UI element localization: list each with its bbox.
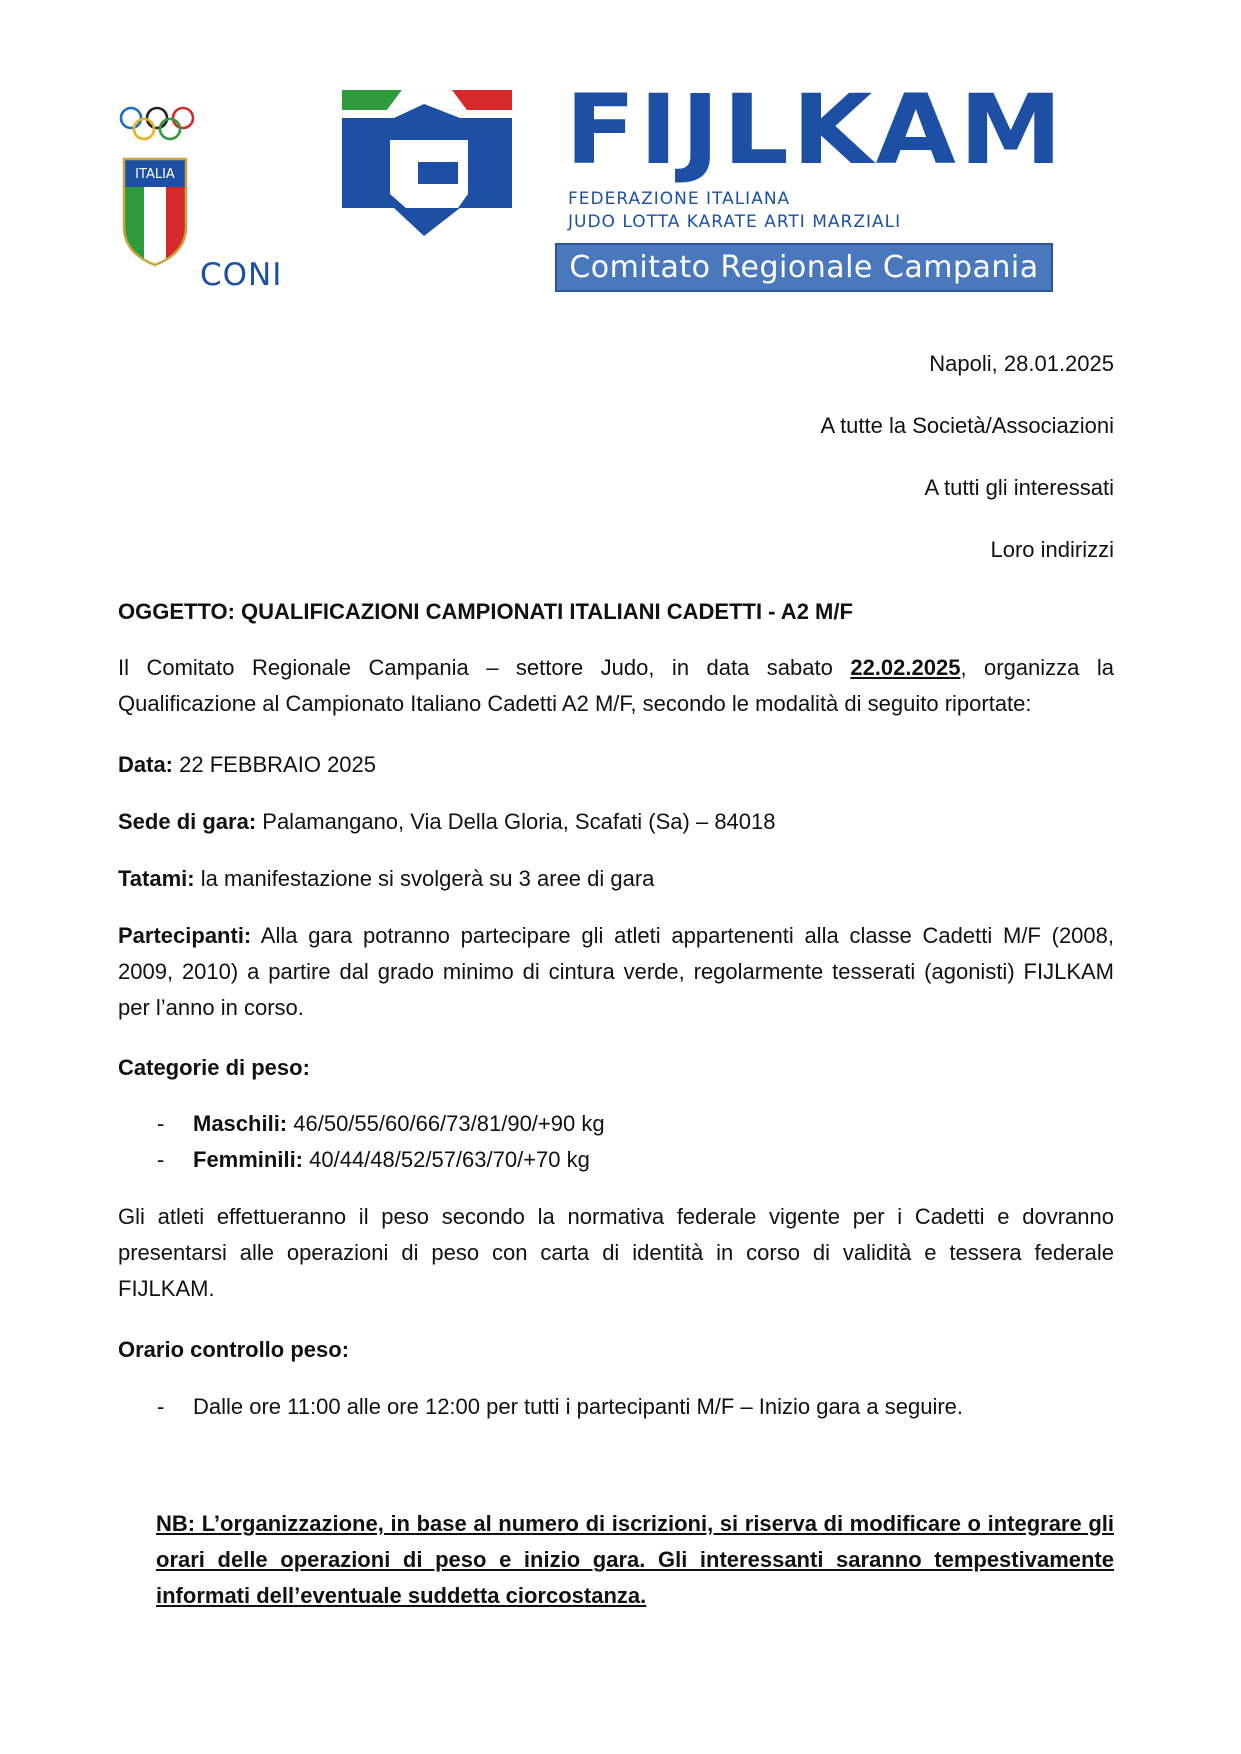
- intro-text: Il Comitato Regionale Campania – settore Judo, in data sabato: [118, 655, 851, 680]
- list-item-orario: [157, 1389, 1107, 1425]
- nb-note: NB: L’organizzazione, in base al numero di iscrizioni, si riserva di modificare o integrare gli orari delle operazioni di peso e inizio gara. Gli interessanti saranno tempestivamente informati dell’eventuale suddetta ciorcostanza.: [156, 1511, 1114, 1608]
- list-item-maschili: [157, 1106, 1107, 1142]
- maschili-value: 46/50/55/60/66/73/81/90/+90 kg: [287, 1111, 605, 1136]
- femminili-value: 40/44/48/52/57/63/70/+70 kg: [303, 1147, 590, 1172]
- sede-line: [118, 804, 1114, 840]
- sede-label: Sede di gara:: [118, 809, 257, 834]
- bullet-dash: -: [157, 1111, 165, 1136]
- femminili-label: Femminili:: [193, 1147, 304, 1172]
- bullet-dash: -: [157, 1147, 165, 1172]
- categorie-heading: Categorie di peso:: [118, 1055, 310, 1080]
- fijlkam-emblem-icon: [342, 90, 512, 248]
- partecipanti-paragraph: [118, 918, 1114, 1026]
- recipient-line-2: A tutti gli interessati: [924, 475, 1114, 500]
- tatami-line: [118, 861, 1114, 897]
- bullet-dash: -: [157, 1394, 165, 1419]
- fijlkam-subtitle-2: JUDO LOTTA KARATE ARTI MARZIALI: [568, 212, 902, 232]
- tatami-label: Tatami:: [118, 866, 195, 891]
- peso-paragraph: Gli atleti effettueranno il peso secondo la normativa federale vigente per i Cadetti e dovranno presentarsi alle operazioni di peso con carta di identità in corso di validità e tessera federale FIJLKAM.: [118, 1204, 1114, 1301]
- orario-value: Dalle ore 11:00 alle ore 12:00 per tutti i partecipanti M/F – Inizio gara a seguire.: [193, 1394, 964, 1419]
- committee-banner: Comitato Regionale Campania: [555, 243, 1053, 292]
- partecipanti-label: Partecipanti:: [118, 923, 252, 948]
- partecipanti-value: Alla gara potranno partecipare gli atleti appartenenti alla classe Cadetti M/F (2008, 2009, 2010) a partire dal grado minimo di cintura verde, regolarmente tesserati (agonisti) FIJLKAM per l’anno in corso.: [118, 923, 1114, 1020]
- intro-text-end: , organizza la Qualificazione al Campionato Italiano Cadetti A2 M/F, secondo le modalità di seguito riportate:: [118, 655, 1114, 716]
- italia-label: ITALIA: [135, 167, 175, 182]
- fijlkam-subtitle-1: FEDERAZIONE ITALIANA: [568, 189, 791, 209]
- subject-line: OGGETTO: QUALIFICAZIONI CAMPIONATI ITALIANI CADETTI - A2 M/F: [118, 599, 853, 624]
- coni-label: CONI: [200, 257, 283, 293]
- data-label: Data:: [118, 752, 174, 777]
- intro-date: 22.02.2025: [850, 655, 961, 680]
- orario-heading: Orario controllo peso:: [118, 1337, 350, 1362]
- coni-logo: [118, 105, 298, 293]
- intro-paragraph: [118, 650, 1114, 722]
- recipient-line-1: A tutte la Società/Associazioni: [820, 413, 1114, 438]
- maschili-label: Maschili:: [193, 1111, 288, 1136]
- recipient-line-3: Loro indirizzi: [990, 537, 1114, 562]
- olympic-rings-icon: [118, 105, 196, 145]
- data-value: 22 FEBBRAIO 2025: [173, 752, 377, 777]
- italia-shield-icon: [122, 157, 188, 267]
- list-item-femminili: [157, 1142, 1107, 1178]
- fijlkam-title: FIJLKAM: [565, 74, 1066, 186]
- tatami-value: la manifestazione si svolgerà su 3 aree di gara: [194, 866, 655, 891]
- sede-value: Palamangano, Via Della Gloria, Scafati (Sa) – 84018: [256, 809, 776, 834]
- place-date: Napoli, 28.01.2025: [929, 351, 1114, 376]
- data-line: [118, 747, 1114, 783]
